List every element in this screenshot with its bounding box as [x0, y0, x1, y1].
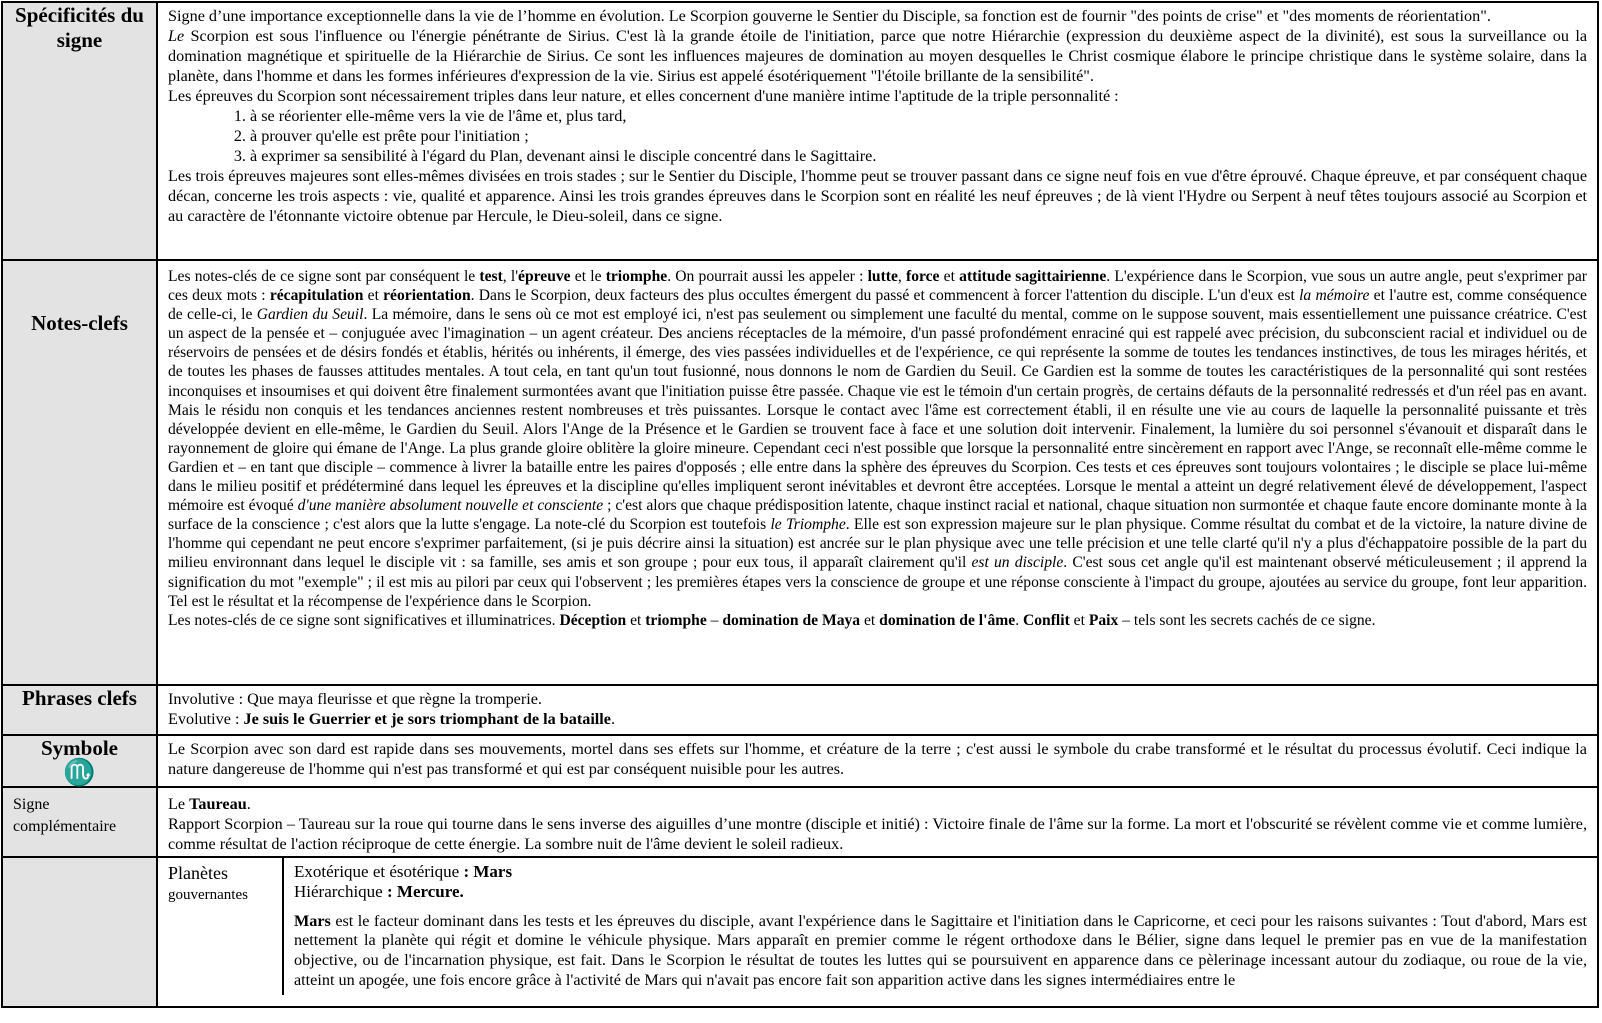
- notes-text: . Elle est son expression majeure sur le plan physique. Comme résultat du combat et de la victoire, la nature divine de l'homme qui cependant ne peut encore s'exprimer parfaitement, (si je puis décrire ainsi la situation) est ancrée sur le plan physique avec une telle précision et une telle clarté qu'il n'y a plus d'échappatoire possible de la part du milieu environnant dans lequel le disciple vit : sa famille, ses amis et son groupe ; pour eux tous, il apparaît clairement qu'il: [168, 516, 1587, 572]
- planete-hierarchique: [294, 882, 1587, 902]
- planete-hier-prefix: Hiérarchique: [294, 881, 387, 901]
- specificites-p2-italic: Le: [168, 27, 185, 45]
- label-notes-clefs: Notes-clefs: [2, 260, 157, 685]
- notes-text: et: [860, 611, 880, 629]
- phrase-evolutive: [168, 709, 1587, 729]
- complementaire-prefix: Le: [168, 795, 190, 813]
- notes-bold: triomphe: [645, 611, 707, 629]
- notes-bold: lutte: [867, 268, 898, 285]
- content-notes-clefs: [157, 260, 1598, 685]
- content-phrases-clefs: [157, 685, 1598, 735]
- notes-text: et: [1069, 611, 1089, 629]
- planetes-mars-paragraph: [294, 912, 1587, 991]
- trials-list: [168, 106, 1587, 166]
- notes-bold: test: [479, 268, 503, 285]
- specificites-p2-text: Scorpion est sous l'influence ou l'énergie pénétrante de Sirius. C'est là la grande étoile de l'initiation, parce que notre Hiérarchie (expression du deuxième aspect de la divinité), est sous la surveillance ou la domination magnétique et spirituelle de la Hiérarchie de Sirius. Ce sont les influences majeures de domination au moyen desquelles le Christ cosmique élabore le principe christique dans le système solaire, dans la planète, dans l'homme et dans les formes inférieures d'expression de la vie. Sirius est appelé ésotériquement "l'étoile brillante de la sensibilité".: [168, 27, 1587, 85]
- label-phrases-clefs: Phrases clefs: [2, 685, 157, 735]
- phrase-evolutive-prefix: Evolutive :: [168, 710, 244, 728]
- list-item: 1. à se réorienter elle-même vers la vie de l'âme et, plus tard,: [250, 106, 1587, 126]
- planetes-spacer: [294, 902, 1587, 912]
- label-planetes-blank: [2, 857, 157, 1007]
- notes-text: et le: [570, 268, 606, 285]
- label-specificites: Spécificités du signe: [2, 2, 157, 260]
- specificites-paragraph-3: Les épreuves du Scorpion sont nécessairement triples dans leur nature, et elles concernent d'une manière intime l'aptitude de la triple personnalité :: [168, 87, 1119, 105]
- notes-text: Les notes-clés de ce signe sont significatives et illuminatrices.: [168, 611, 560, 629]
- planete-exo-prefix: Exotérique et ésotérique: [294, 862, 464, 881]
- planetes-text-cell: [283, 858, 1597, 995]
- symbole-label-text: Symbole: [40, 736, 118, 760]
- row-signe-complementaire: [2, 787, 1598, 857]
- notes-text: Les notes-clés de ce signe sont par conséquent le: [168, 268, 480, 285]
- notes-bold: Paix: [1088, 611, 1119, 629]
- notes-italic: est un disciple: [971, 554, 1064, 572]
- notes-text: et: [939, 268, 960, 285]
- notes-text: et: [626, 611, 646, 629]
- list-item: 3. à exprimer sa sensibilité à l'égard du Plan, devenant ainsi le disciple concentré dans le Sagittaire.: [250, 146, 1587, 166]
- notes-text: . On pourrait aussi les appeler :: [667, 268, 868, 285]
- notes-italic: la mémoire: [1299, 287, 1370, 305]
- notes-text: , l': [502, 268, 519, 285]
- notes-text: et l'autre est, comme conséquence de celle-ci, le: [168, 287, 1587, 324]
- notes-paragraph-1: [168, 267, 1587, 611]
- list-item: 2. à prouver qu'elle est prête pour l'initiation ;: [250, 126, 1587, 146]
- row-notes-clefs: [2, 260, 1598, 685]
- notes-bold: force: [906, 268, 940, 285]
- phrase-evolutive-suffix: .: [611, 710, 616, 728]
- notes-text: – tels sont les secrets cachés de ce signe.: [1118, 611, 1376, 629]
- notes-bold: domination de Maya: [722, 611, 861, 629]
- notes-bold: épreuve: [518, 268, 571, 285]
- complementaire-sign: [168, 794, 1587, 814]
- planete-hier-bold: : Mercure.: [386, 881, 464, 901]
- notes-bold: Déception: [559, 611, 627, 629]
- notes-text: . L'expérience dans le Scorpion, vue sous un autre angle, peut s'exprimer par ces deux mots :: [168, 268, 1587, 305]
- planetes-mars-text: est le facteur dominant dans les tests et les épreuves du disciple, avant l'expérience dans le Sagittaire et l'initiation dans le Capricorne, et ceci pour les raisons suivantes : Tout d'abord, Mars est nettement la planète qui régit et domine le véhicule physique. Mars apparaît en premier comme le régent orthodoxe dans le Bélier, signe dans lequel le premier pas en vue de la manifestation objective, ou de l'incarnation physique, est fait. Dans le Scorpion le résultat de toutes les luttes qui se poursuivent en apparence dans ce pèlerinage incessant autour du zodiaque, ou roue de la vie, atteint un apogée, une fois encore grâce à l'activité de Mars qui n'avait pas encore fait son apparition active dans les signes intermédiaires entre le: [294, 911, 1587, 989]
- label-signe-complementaire: Signe complémentaire: [2, 787, 157, 857]
- notes-bold: Conflit: [1022, 611, 1070, 629]
- content-specificites: [157, 2, 1598, 260]
- label-planetes-gouvernantes: [158, 858, 283, 995]
- scorpio-glyph-icon: ♏: [63, 758, 96, 787]
- notes-text: . C'est sous cet angle qu'il est maintenant observé méticuleusement ; il apprend la signification du mot "exemple" ; il est mis au pilori par ceux qui l'observent ; les premières étapes vers la conscience de groupe et une réponse consciente à l'impact du groupe, ajoutées au service du groupe, font leur apparition. Tel est le résultat et la récompense de l'expérience dans le Scorpion.: [168, 554, 1587, 610]
- notes-text: ,: [897, 268, 906, 285]
- specificites-paragraph-4: Les trois épreuves majeures sont elles-mêmes divisées en trois stades ; sur le Sentier du Disciple, l'homme peut se trouver passant dans ce signe neuf fois en vue d'être éprouvé. Chaque épreuve, et par conséquent chaque décan, concerne les trois aspects : vie, qualité et apparence. Ainsi les trois grandes épreuves dans le Scorpion sont en réalité les neuf épreuves ; de là vient l'Hydre ou Serpent à neuf têtes toujours associé au Scorpion et au caractère de l'étonnante victoire obtenue par Hercule, le Dieu-soleil, dans ce signe.: [168, 167, 1587, 225]
- planetes-label-2: gouvernantes: [168, 887, 248, 903]
- notes-text: .: [1015, 611, 1023, 629]
- notes-bold: réorientation: [383, 287, 471, 305]
- notes-text: . Dans le Scorpion, deux facteurs des plus occultes émergent du passé et commencent à forcer l'attention du disciple. L'un d'eux est: [470, 287, 1300, 305]
- content-planetes: [157, 857, 1598, 1007]
- phrase-evolutive-bold: Je suis le Guerrier et je sors triomphant de la bataille: [243, 710, 611, 728]
- notes-bold: domination de l'âme: [879, 611, 1016, 629]
- notes-italic: Gardien du Seuil: [256, 306, 364, 324]
- specificites-paragraph-1: Signe d’une importance exceptionnelle dans la vie de l’homme en évolution. Le Scorpion gouverne le Sentier du Disciple, sa fonction est de fournir "des points de crise" et "des moments de réorientation".: [168, 7, 1491, 25]
- content-signe-complementaire: [157, 787, 1598, 857]
- notes-bold: triomphe: [605, 268, 668, 285]
- notes-italic: d'une manière absolument nouvelle et consciente: [297, 497, 604, 515]
- notes-paragraph-2: [168, 611, 1587, 630]
- complementaire-bold: Taureau: [189, 795, 247, 813]
- planetes-mars-bold: Mars: [294, 911, 331, 930]
- notes-italic: le Triomphe: [770, 516, 846, 534]
- row-planetes: [2, 857, 1598, 1007]
- notes-text: et: [363, 287, 384, 305]
- label-symbole: [2, 735, 157, 787]
- notes-text: –: [706, 611, 723, 629]
- specificites-paragraph-2: [168, 26, 1587, 86]
- content-symbole: Le Scorpion avec son dard est rapide dans ses mouvements, mortel dans ses effets sur l'homme, et créature de la terre ; c'est aussi le symbole du crabe transformé et le résultat du processus évolutif. Ceci indique la nature dangereuse de l'homme qui n'est pas transformé et qui est par conséquent nuisible pour les autres.: [157, 735, 1598, 787]
- planetes-label: Planètes: [168, 863, 228, 883]
- notes-text: . La mémoire, dans le sens où ce mot est employé ici, n'est pas seulement ou simplement une faculté du mental, comme on le suppose souvent, mais essentiellement une puissance créatrice. C'est un aspect de la pensée et – conjuguée avec l'imagination – un agent créateur. Des anciens réceptacles de la mémoire, d'un passé profondément enraciné qui est rappelé avec précision, du subconscient racial et individuel ou de réservoirs de pensées et de désirs fondés et établis, hérités ou inhérents, il émerge, des vies passées individuelles et de l'expérience, ce qui représente la somme de toutes les tendances instinctives, de tous les mirages hérités, et de toutes les phases de fausses attitudes mentales. A tout cela, en tant qu'un tout fusionné, nous donnons le nom de Gardien du Seuil. Ce Gardien est la somme de toutes les caractéristiques de la personnalité qui sont restées inconquises et insoumises et qui doivent être finalement surmontées avant que l'initiation puisse être passée. Chaque vie est le témoin d'un certain progrès, de certains défauts de la personnalité redressés et d'un réel pas en avant. Mais le résidu non conquis et les tendances anciennes restent nombreuses et très puissantes. Lorsque le contact avec l'âme est correctement établi, il en résulte une vie au cours de laquelle la personnalité puissante et très développée devient en elle-même, le Gardien du Seuil. Alors l'Ange de la Présence et le Gardien se trouvent face à face et une solution doit intervenir. Finalement, la lumière du soi personnel s'évanouit et disparaît dans le rayonnement de gloire qui émane de l'Ange. La plus grande gloire oblitère la gloire mineure. Cependant ceci n'est possible que lorsque la personnalité entre sincèrement en rapport avec l'Ange, se reconnaît elle-même comme le Gardien et – en tant que disciple – commence à livrer la bataille entre les paires d'opposés ; elle entre dans la sphère des épreuves du Scorpion. Ces tests et ces épreuves sont toujours volontaires ; le disciple se place lui-même dans le milieu positif et prédéterminé dans lequel les épreuves et la discipline qu'elles impliquent seront inévitables et devront être acceptées. Lorsque le mental a atteint un degré relativement élevé de développement, l'aspect mémoire est évoqué: [168, 306, 1588, 515]
- complementaire-suffix: .: [246, 795, 251, 813]
- planete-exo-bold: : Mars: [463, 862, 513, 881]
- complementaire-text: Rapport Scorpion – Taureau sur la roue qui tourne dans le sens inverse des aiguilles d’une montre (disciple et initié) : Victoire finale de l'âme sur la forme. La mort et l'obscurité se révèlent comme vie et comme lumière, comme résultat de l'action réciproque de cette énergie. La sombre nuit de l'âme devient le soleil radieux.: [168, 815, 1587, 853]
- planete-exoterique: [294, 862, 1587, 882]
- astrology-table: [1, 1, 1599, 1008]
- phrase-involutive: Involutive : Que maya fleurisse et que règne la tromperie.: [168, 690, 542, 708]
- notes-bold: récapitulation: [269, 287, 364, 305]
- planetes-inner-table: [158, 858, 1597, 995]
- row-symbole: [2, 735, 1598, 787]
- notes-text: ; c'est alors que chaque prédisposition latente, chaque instinct racial et national, chaque situation non surmontée et chaque faute encore dominante monte à la surface de la conscience ; c'est alors que la lutte s'engage. La note-clé du Scorpion est toutefois: [168, 497, 1587, 534]
- notes-bold: attitude sagittairienne: [959, 268, 1107, 285]
- row-phrases-clefs: [2, 685, 1598, 735]
- row-specificites: [2, 2, 1598, 260]
